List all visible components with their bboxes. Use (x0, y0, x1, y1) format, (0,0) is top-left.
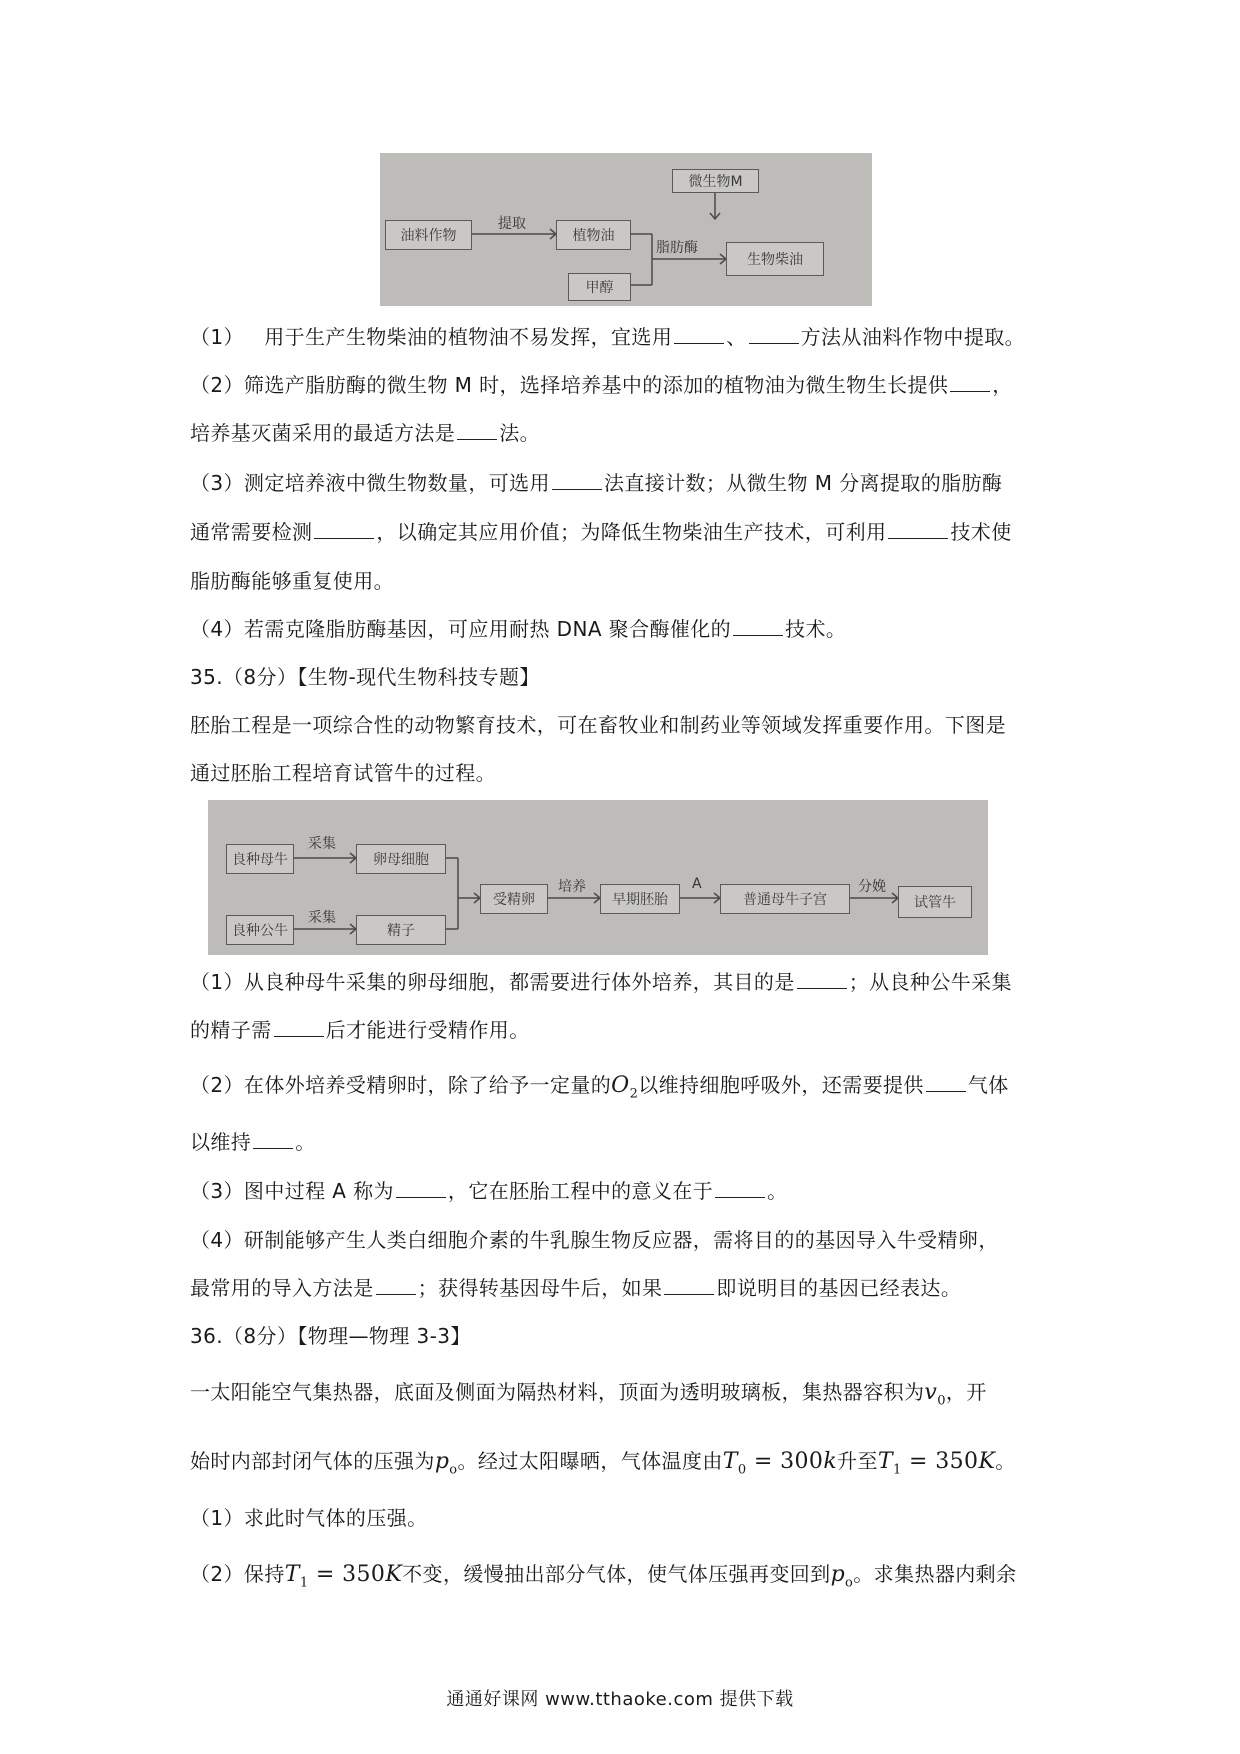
q36-intro2: 始时内部封闭气体的压强为$p_o$。经过太阳曝晒，气体温度由$T_0 = 300k$升至$T_1 = 350K$。 (190, 1449, 1016, 1478)
blank (253, 1128, 293, 1149)
box-sperm: 精子 (356, 915, 446, 945)
q36-p2: （2）保持$T_1 = 350K$不变，缓慢抽出部分气体，使气体压强再变回到$p_o$。求集热器内剩余 (190, 1562, 1017, 1591)
label-collect-2: 采集 (308, 910, 336, 926)
box-methanol: 甲醇 (568, 273, 631, 301)
q34-p3b: 通常需要检测 ，以确定其应用价值；为降低生物柴油生产技术，可利用 技术使 (190, 520, 1012, 544)
blank (715, 1177, 765, 1198)
blank (552, 469, 602, 490)
o2-symbol: $O_2$ (611, 1073, 639, 1102)
blank (376, 1274, 416, 1295)
box-zygote: 受精卵 (480, 884, 548, 914)
blank (749, 323, 799, 344)
blank (950, 371, 990, 392)
q35-header: 35.（8分）【生物-现代生物科技专题】 (190, 665, 540, 689)
box-test-tube-calf: 试管牛 (898, 886, 972, 918)
q34-p3c: 脂肪酶能够重复使用。 (190, 569, 394, 593)
box-oocyte: 卵母细胞 (356, 844, 446, 874)
q35-p1a: （1）从良种母牛采集的卵母细胞，都需要进行体外培养，其目的是 ；从良种公牛采集 (190, 970, 1012, 994)
t0-formula: $T_0 = 300k$ (722, 1449, 838, 1478)
q35-intro1: 胚胎工程是一项综合性的动物繁育技术，可在畜牧业和制药业等领域发挥重要作用。下图是 (190, 713, 1006, 737)
biodiesel-flow-diagram (380, 153, 872, 306)
box-microbe-m: 微生物M (672, 169, 759, 193)
blank (274, 1016, 324, 1037)
q36-intro1: 一太阳能空气集热器，底面及侧面为隔热材料，顶面为透明玻璃板，集热器容积为$v_0$，开 (190, 1380, 987, 1409)
box-biodiesel: 生物柴油 (726, 242, 824, 276)
q34-p2b: 培养基灭菌采用的最适方法是 法。 (190, 421, 541, 445)
blank (797, 968, 847, 989)
box-elite-cow: 良种母牛 (226, 844, 294, 874)
q36-header: 36.（8分）【物理—物理 3-3】 (190, 1324, 471, 1348)
q35-p2b: 以维持 。 (190, 1130, 316, 1154)
blank (457, 419, 497, 440)
blank (674, 323, 724, 344)
label-lipase: 脂肪酶 (656, 240, 698, 256)
footer-source: 通通好课网 www.tthaoke.com 提供下载 (446, 1689, 794, 1710)
label-collect-1: 采集 (308, 836, 336, 852)
q35-p3: （3）图中过程 A 称为 ，它在胚胎工程中的意义在于 。 (190, 1179, 788, 1203)
q34-p4: （4）若需克隆脂肪酶基因，可应用耐热 DNA 聚合酶催化的 技术。 (190, 617, 847, 641)
blank (314, 518, 374, 539)
box-recipient-uterus: 普通母牛子宫 (720, 884, 850, 914)
q35-intro2: 通过胚胎工程培育试管牛的过程。 (190, 761, 496, 785)
t1-formula-2: $T_1 = 350K$ (284, 1562, 403, 1591)
label-culture: 培养 (558, 879, 586, 895)
box-elite-bull: 良种公牛 (226, 915, 294, 945)
q35-p1b: 的精子需 后才能进行受精作用。 (190, 1018, 530, 1042)
blank (888, 518, 948, 539)
v0-symbol: $v_0$ (924, 1380, 946, 1409)
blank (926, 1071, 966, 1092)
q34-p3a: （3）测定培养液中微生物数量，可选用 法直接计数；从微生物 M 分离提取的脂肪酶 (190, 471, 1003, 495)
q34-p2a: （2）筛选产脂肪酶的微生物 M 时，选择培养基中的添加的植物油为微生物生长提供 ， (190, 373, 1013, 397)
blank (733, 615, 783, 636)
p0-symbol-2: $p_o$ (830, 1562, 854, 1591)
label-extract: 提取 (498, 216, 526, 232)
p0-symbol: $p_o$ (434, 1449, 458, 1478)
box-oil-crop: 油料作物 (385, 220, 472, 250)
q36-p1: （1）求此时气体的压强。 (190, 1506, 428, 1530)
box-plant-oil: 植物油 (556, 220, 631, 250)
label-process-a: A (692, 876, 702, 892)
q35-p4a: （4）研制能够产生人类白细胞介素的牛乳腺生物反应器，需将目的的基因导入牛受精卵， (190, 1228, 999, 1252)
embryo-engineering-diagram (208, 800, 988, 955)
q34-p1: （1） 用于生产生物柴油的植物油不易发挥，宜选用 、 方法从油料作物中提取。 (190, 325, 1026, 349)
blank (396, 1177, 446, 1198)
q35-p2a: （2）在体外培养受精卵时，除了给予一定量的$O_2$以维持细胞呼吸外，还需要提供 气体 (190, 1073, 1009, 1102)
blank (664, 1274, 714, 1295)
t1-formula: $T_1 = 350K$ (877, 1449, 996, 1478)
box-early-embryo: 早期胚胎 (600, 884, 680, 914)
label-birth: 分娩 (858, 879, 886, 895)
q35-p4b: 最常用的导入方法是 ；获得转基因母牛后，如果 即说明目的基因已经表达。 (190, 1276, 962, 1300)
